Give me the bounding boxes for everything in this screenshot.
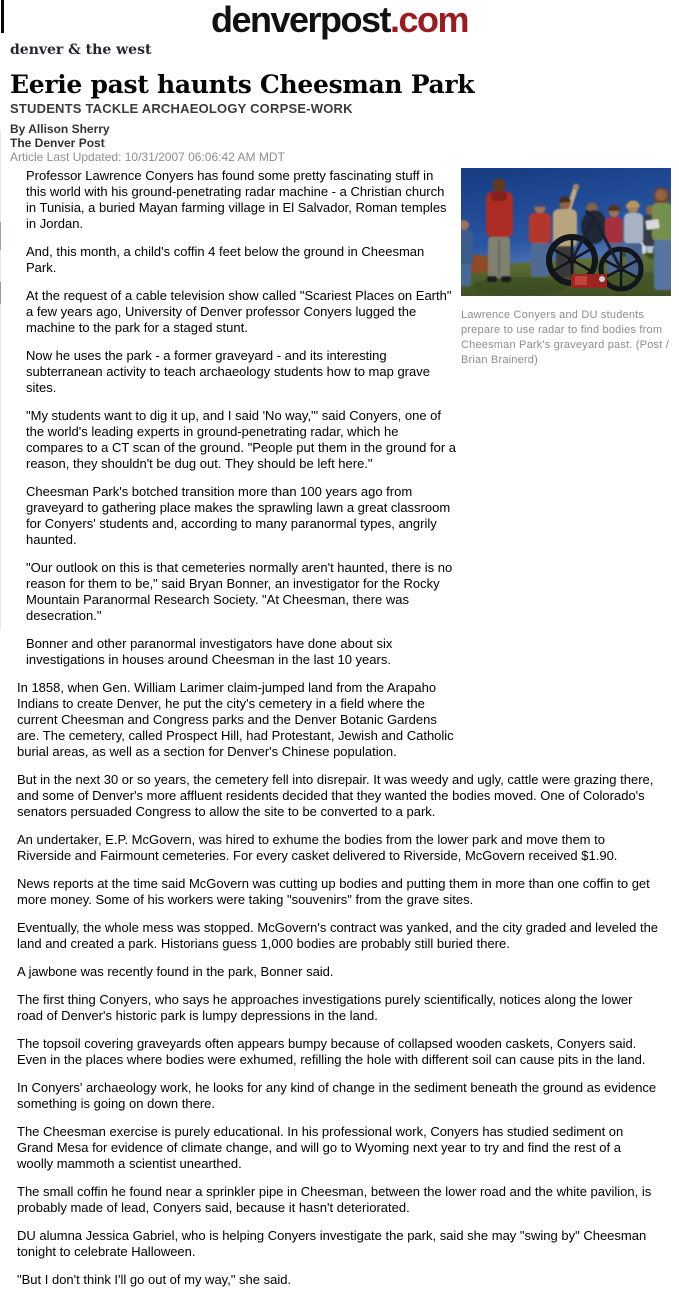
article-paragraph: And, this month, a child's coffin 4 feet below the ground in Cheesman Park. [26, 244, 425, 275]
page-title: Eerie past haunts Cheesman Park [10, 70, 475, 99]
article-paragraph: The first thing Conyers, who says he approaches investigations purely scientifically, notices along the lower road of Denver's historic park is lumpy depressions in the land. [17, 992, 633, 1023]
article-body [0, 168, 679, 1314]
article-paragraph: Eventually, the whole mess was stopped. McGovern's contract was yanked, and the city graded and leveled the land and created a park. Historians guess 1,000 bodies are probably still buried there. [17, 920, 659, 951]
article-paragraph: The small coffin he found near a sprinkler pipe in Cheesman, between the lower road and the white pavilion, is probably made of lead, Conyers said, because it hasn't deteriorated. [17, 1184, 652, 1215]
left-edge-artifact [0, 130, 1, 630]
article-paragraph: Cheesman Park's botched transition more than 100 years ago from graveyard to gathering place makes the sprawling lawn a great classroom for Conyers' students and, according to many paranormal types, angrily haunted. [26, 484, 451, 547]
left-edge-artifact [0, 282, 1, 304]
article-paragraph: Bonner and other paranormal investigators have done about six investigations in houses around Cheesman in the last 10 years. [26, 636, 393, 667]
top-left-edge-bar [1, 0, 4, 33]
last-updated-timestamp: Article Last Updated: 10/31/2007 06:06:42 AM MDT [10, 150, 285, 164]
organization: The Denver Post [10, 136, 105, 150]
article-paragraph: In Conyers' archaeology work, he looks for any kind of change in the sediment beneath the ground as evidence something is going on down there. [17, 1080, 657, 1111]
article-header [10, 39, 679, 165]
article-photo-image [461, 168, 671, 296]
logo-tld-text: .com [390, 0, 469, 40]
logo-text: denverpost [210, 0, 390, 40]
article-paragraph: But in the next 30 or so years, the cemetery fell into disrepair. It was weedy and ugly, cattle were grazing there, and some of Denver's more affluent residents decided that they wanted the bodies moved. One of Colorado's senators persuaded Congress to allow the site to be converted to a park. [17, 772, 654, 819]
left-edge-artifact [0, 222, 1, 250]
section-link-denver-and-the-west[interactable]: denver & the west [10, 42, 152, 58]
article-paragraph: The Cheesman exercise is purely educational. In his professional work, Conyers has studied sediment on Grand Mesa for evidence of climate change, and will go to Wyoming next year to try and find the rest of a woolly mammoth a scientist unearthed. [17, 1124, 624, 1171]
article-paragraph: "My students want to dig it up, and I said 'No way,'" said Conyers, one of the world's leading experts in ground-penetrating radar, which he compares to a CT scan of the ground. "People put them in the ground for a reason, they shouldn't be dug out. They should be left here." [26, 408, 457, 471]
article-paragraph: DU alumna Jessica Gabriel, who is helping Conyers investigate the park, said she may "swing by" Cheesman tonight to celebrate Halloween. [17, 1228, 647, 1259]
denverpost-logo-link[interactable] [0, 0, 679, 39]
article-paragraph: Now he uses the park - a former graveyard - and its interesting subterranean activity to teach archaeology students how to map grave sites. [26, 348, 430, 395]
article-photo-block[interactable] [461, 168, 671, 736]
article-paragraph: In 1858, when Gen. William Larimer claim-jumped land from the Arapaho Indians to create Denver, he put the city's cemetery in a field where the current Cheesman and Congress parks and the Denver Botanic Gardens are. The cemetery, called Prospect Hill, had Protestant, Jewish and Catholic burial areas, as well as a section for Denver's Chinese population. [17, 680, 454, 759]
article-paragraph: At the request of a cable television show called "Scariest Places on Earth" a few years ago, University of Denver professor Conyers lugged the machine to the park for a staged stunt. [26, 288, 452, 335]
article-paragraph: The topsoil covering graveyards often appears bumpy because of collapsed wooden caskets, Conyers said. Even in the places where bodies were exhumed, refilling the hole with different soil can cause pits in the land. [17, 1036, 646, 1067]
byline: By Allison Sherry [10, 122, 110, 136]
article-paragraph: Professor Lawrence Conyers has found some pretty fascinating stuff in this world with his ground-penetrating radar machine - a Christian church in Tunisia, a buried Mayan farming village in El Salvador, Roman temples in Jordan. [26, 168, 447, 231]
article-paragraph: News reports at the time said McGovern was cutting up bodies and putting them in more than one coffin to get more money. Some of his workers were taking "souvenirs" from the grave sites. [17, 876, 650, 907]
sub-headline: STUDENTS TACKLE ARCHAEOLOGY CORPSE-WORK [10, 101, 353, 116]
article-paragraph: "But I don't think I'll go out of my way," she said. [17, 1272, 292, 1287]
article-paragraph: An undertaker, E.P. McGovern, was hired to exhume the bodies from the lower park and move them to Riverside and Fairmount cemeteries. For every casket delivered to Riverside, McGovern received $1.90. [17, 832, 618, 863]
article-paragraph: A jawbone was recently found in the park, Bonner said. [17, 964, 334, 979]
photo-caption: Lawrence Conyers and DU students prepare to use radar to find bodies from Cheesman Park's graveyard past. (Post / Brian Brainerd) [461, 309, 669, 366]
article-paragraph: "Our outlook on this is that cemeteries normally aren't haunted, there is no reason for them to be," said Bryan Bonner, an investigator for the Rocky Mountain Paranormal Research Society. "At Cheesman, there was desecration." [26, 560, 453, 623]
